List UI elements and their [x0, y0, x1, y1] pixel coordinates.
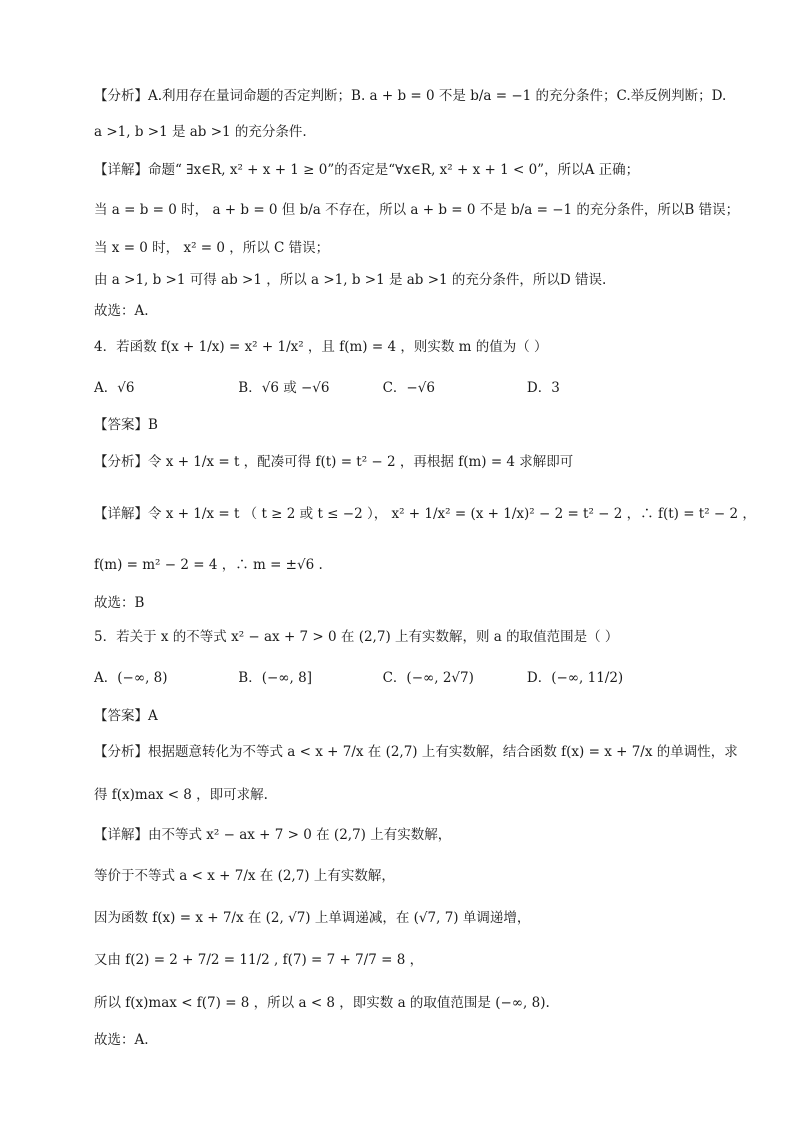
question-5-options [94, 668, 734, 688]
text-line: a >1, b >1 是 ab >1 的充分条件. [94, 124, 307, 140]
text-line: 【答案】A [94, 708, 158, 724]
text-line: 故选：A. [94, 1032, 149, 1048]
text-line: 所以 f(x)max < f(7) = 8 ，所以 a < 8 ，即实数 a 的取值范围是 (−∞, 8). [94, 995, 550, 1011]
text-line: 【详解】由不等式 x² − ax + 7 > 0 在 (2,7) 上有实数解， [94, 827, 452, 843]
text-line: 故选：A. [94, 303, 149, 319]
option-b: B．√6 或 −√6 [238, 380, 330, 396]
option-a: A．(−∞, 8) [94, 670, 168, 686]
question-4-options [94, 378, 734, 398]
text-line: 当 a = b = 0 时， a + b = 0 但 b/a 不存在，所以 a + b = 0 不是 b/a = −1 的充分条件，所以B 错误； [94, 202, 740, 218]
text-line: 又由 f(2) = 2 + 7/2 = 11/2 , f(7) = 7 + 7/7 = 8 ， [94, 952, 424, 968]
text-line: f(m) = m² − 2 = 4 ，∴ m = ±√6 . [94, 557, 323, 573]
text-line: 当 x = 0 时， x² = 0 ，所以 C 错误； [94, 240, 330, 256]
text-line: 【分析】令 x + 1/x = t ，配凑可得 f(t) = t² − 2 ，再根据 f(m) = 4 求解即可 [94, 454, 574, 470]
text-line: 【分析】A.利用存在量词命题的否定判断；B. a + b = 0 不是 b/a = −1 的充分条件；C.举反例判断；D. [94, 88, 727, 104]
text-line: 得 f(x)max < 8 ，即可求解. [94, 787, 268, 803]
text-line: 【详解】命题“ ∃x∈R, x² + x + 1 ≥ 0”的否定是“∀x∈R, x² + x + 1 < 0”，所以A 正确； [94, 162, 640, 178]
option-b: B．(−∞, 8] [238, 670, 312, 686]
text-line: 【分析】根据题意转化为不等式 a < x + 7/x 在 (2,7) 上有实数解，结合函数 f(x) = x + 7/x 的单调性，求 [94, 744, 738, 760]
text-line: 【答案】B [94, 417, 158, 433]
option-d: D．(−∞, 11/2) [526, 670, 624, 686]
text-line: 等价于不等式 a < x + 7/x 在 (2,7) 上有实数解， [94, 868, 395, 884]
option-a: A．√6 [94, 380, 135, 396]
option-d: D．3 [526, 380, 560, 396]
option-c: C．−√6 [382, 380, 435, 396]
text-line: 由 a >1, b >1 可得 ab >1 ，所以 a >1, b >1 是 ab >1 的充分条件，所以D 错误. [94, 272, 607, 288]
question-5-stem: 5．若关于 x 的不等式 x² − ax + 7 > 0 在 (2,7) 上有实数解，则 a 的取值范围是（ ） [94, 629, 619, 645]
text-line: 因为函数 f(x) = x + 7/x 在 (2, √7) 上单调递减，在 (√7, 7) 单调递增， [94, 910, 531, 926]
option-c: C．(−∞, 2√7) [382, 670, 474, 686]
text-line: 故选：B [94, 595, 145, 611]
text-line: 【详解】令 x + 1/x = t （ t ≥ 2 或 t ≤ −2 ）， x² + 1/x² = (x + 1/x)² − 2 = t² − 2 ，∴ f(t) = t² − 2 ， [94, 506, 756, 522]
question-4-stem: 4．若函数 f(x + 1/x) = x² + 1/x² ，且 f(m) = 4 ，则实数 m 的值为（ ） [94, 339, 548, 355]
